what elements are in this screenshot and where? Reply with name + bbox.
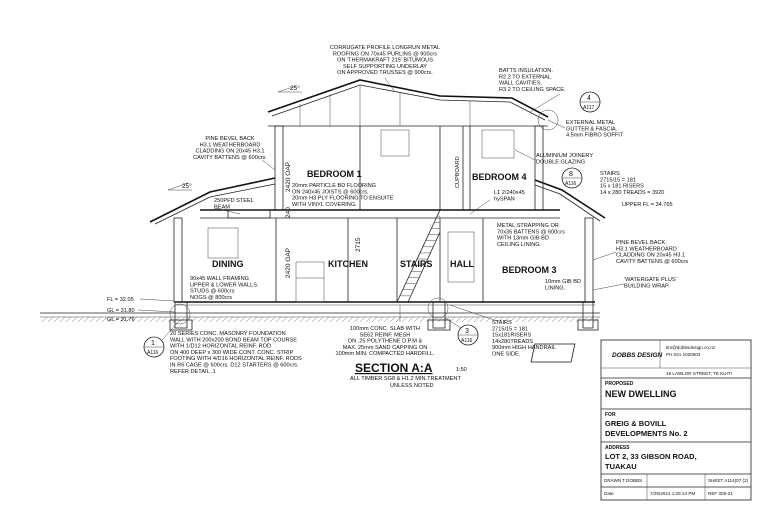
section-scale: 1:50 (456, 367, 467, 373)
note-gutter (566, 120, 624, 139)
note-line: CLADDING ON 20x45 H3.1 (616, 252, 686, 259)
note-line: EXTERNAL METAL (566, 120, 616, 126)
note-line: 70x35 BATTENS @ 600crs (497, 229, 565, 236)
note-line: UPPER & LOWER WALLS. (190, 282, 259, 289)
note-line: LINING. (545, 285, 566, 292)
tb-sheet: SHEET A114(07 (2) (708, 478, 749, 483)
room-stairs: STAIRS (400, 259, 433, 269)
note-foundation (170, 331, 302, 375)
note-line: 20mm H3 PLY FLOORING TO ENSUITE (292, 195, 394, 202)
note-line: WALL CAVITIES. (499, 80, 542, 87)
tb-date: 7/29/2021 1:26:14 PM (650, 491, 696, 496)
note-line: 14 x 280 TREADS = 3920 (600, 189, 665, 196)
note-line: 20mm PARTICLE BD FLOORING (292, 183, 377, 189)
note-line: 4.5mm FIBRO SOFFIT (566, 132, 624, 139)
note-line: H3.1 WEATHERBOARD (199, 142, 261, 149)
tb-drawn-label: DRAWN (604, 478, 622, 483)
tb-address-2: TUAKAU (605, 462, 637, 471)
note-line: REFER DETAIL .1 (170, 368, 216, 375)
note-line: MAX. 25mm SAND CAPPING ON (342, 344, 428, 351)
section-title: SECTION A:A (355, 361, 433, 375)
note-wrap (624, 277, 677, 289)
joist-dimension: 240 (285, 207, 292, 218)
note-line: 15 x 181 RISERS (600, 183, 644, 190)
room-bedroom-1: BEDROOM 1 (307, 169, 362, 179)
tb-address-1: LOT 2, 33 GIBSON ROAD, (605, 452, 697, 461)
note-line: L1 2/240x45 (494, 190, 525, 196)
note-roofing (330, 45, 440, 76)
section-marker-8 (562, 168, 582, 188)
note-line: hySPAN (494, 196, 515, 203)
marker-4-ref: A117 (583, 105, 595, 111)
note-line: FOOTING WITH 4/D16 HORIZONTAL REINF. RODS (170, 356, 302, 363)
marker-3-ref: A116 (461, 338, 473, 344)
upper-wall-dimension: 2420 OAP (285, 162, 292, 192)
marker-1-num: 1 (151, 340, 155, 347)
note-line: WITH 13mm GIB BD (497, 235, 549, 242)
note-line: ROOFING ON 70x45 PURLINS @ 900crs (332, 51, 438, 58)
note-line: ON 400 DEEP x 300 WIDE CONT. CONC. STRIP (170, 349, 294, 356)
room-dining: DINING (212, 259, 244, 269)
note-line: ALUMINIUM JOINERY (536, 153, 594, 159)
note-upper-fl: UPPER FL = 34.765 (622, 202, 673, 208)
cupboard-label: CUPBOARD (455, 156, 461, 188)
tb-proposed: NEW DWELLING (605, 389, 677, 399)
tb-client-2: DEVELOPMENTS No. 2 (605, 429, 688, 438)
lower-wall-dimension: 2420 OAP (285, 248, 292, 278)
note-line: ON .25 POLYTHENE D.P.M & (347, 338, 423, 345)
note-line: ONE SIDE. (492, 351, 521, 358)
note-line: WITH VINYL COVERING. (292, 201, 357, 208)
marker-8-ref: A116 (565, 181, 577, 187)
tb-drawn-by: T DOBBS (622, 478, 643, 483)
section-note-2: UNLESS NOTED (390, 383, 434, 389)
room-hall: HALL (450, 259, 474, 269)
level-gl1: GL = 31.80 (107, 308, 135, 314)
note-line: 250PFD STEEL (214, 198, 254, 204)
note-line: 100mm CONC. SLAB WITH (350, 326, 420, 332)
tb-ref: REF 005-21 (708, 491, 733, 496)
marker-1-ref: A116 (147, 350, 159, 356)
tb-date-label: Date (604, 491, 614, 496)
tb-address-label: ADDRESS (605, 445, 630, 451)
level-fl: FL = 32.05 (107, 297, 134, 303)
note-line: SE62 REINF. MESH (359, 332, 411, 339)
note-line: 90x45 WALL FRAMING (190, 276, 249, 282)
marker-8-num: 8 (569, 171, 573, 178)
note-line: NOGS @ 800crs (190, 294, 233, 301)
tb-email: tim@dobbsdesign.co.nz (666, 345, 716, 350)
note-line: 2715/15 = 181 (492, 326, 528, 333)
note-line: 900mm HIGH HANDRAIL (492, 345, 557, 352)
tb-proposed-label: PROPOSED (605, 381, 634, 387)
note-line: ON 'THERMAKRAFT 215' BITUMOUS (337, 57, 433, 64)
note-line: CLADDING ON 20x45 H3.1 (195, 148, 265, 155)
note-line: CAVITY BATTENS @ 600crs (616, 258, 689, 265)
marker-4-num: 4 (587, 95, 591, 102)
pitch-left-label: 25° (182, 183, 192, 190)
note-line: BEAM (214, 204, 230, 211)
note-line: GUTTER & FASCIA. (566, 126, 618, 133)
room-bedroom-3: BEDROOM 3 (502, 265, 557, 275)
logo-text: DOBBS DESIGN (612, 352, 663, 359)
note-line: STAIRS (492, 320, 512, 326)
tb-address-line: 18 LAWLOR STREET, TE KUITI (666, 371, 732, 376)
room-bedroom-4: BEDROOM 4 (472, 172, 527, 182)
note-line: CEILING LINING. (497, 241, 542, 248)
note-line: ON 240x45 JOISTS @ 600crs. (292, 189, 369, 196)
pitch-top-label: 25° (290, 85, 300, 92)
note-line: ON APPROVED TRUSSES @ 900crs. (337, 70, 433, 77)
note-line: PINE BEVEL BACK (205, 136, 255, 142)
section-note-1: ALL TIMBER SG8 & H1.2 MIN.TREATMENT (350, 376, 461, 382)
note-line: SELF SUPPORTING UNDERLAY (342, 63, 428, 70)
note-line: R2.2 TO EXTERNAL (499, 74, 552, 81)
note-line: CORRUGATE PROFILE LONGRUN METAL (329, 45, 441, 51)
note-line: R3.2 TO CEILING SPACE. (499, 86, 566, 93)
note-line: PINE BEVEL BACK (616, 240, 666, 246)
note-line: 15x181RISERS (492, 332, 532, 339)
note-line: CAVITY BATTENS @ 600crs. (193, 154, 267, 161)
note-line: STAIRS (600, 171, 620, 177)
note-line: BUILDING WRAP. (624, 283, 670, 290)
level-gl2: GL = 31.76 (107, 317, 135, 323)
stair-height-dimension: 2715 (355, 237, 362, 252)
note-line: 2715/15 = 181 (600, 177, 636, 184)
note-line: 'WATERGATE PLUS' (624, 277, 677, 283)
room-kitchen: KITCHEN (328, 259, 368, 269)
note-joinery (536, 153, 593, 165)
note-line: H3.1 WEATHERBOARD (616, 246, 677, 253)
marker-3-num: 3 (465, 328, 469, 335)
tb-phone: PH 021 1020504 (666, 352, 701, 357)
note-line: IN R6 CAGE @ 600crs. D12 STARTERS @ 600crs. (170, 362, 299, 369)
note-line: 10mm GIB BD (545, 279, 582, 285)
note-line: WALL WITH 200x200 BOND BEAM TOP COURSE (170, 337, 298, 344)
note-line: 14x280TREADS (492, 338, 534, 345)
note-line: WITH 1/D12 HORIZONTAL REINF. ROD (170, 343, 272, 350)
note-line: 20 SERIES CONC. MASONRY FOUNDATION (170, 331, 286, 337)
tb-for-label: FOR (605, 412, 616, 418)
tb-client-1: GREIG & BOVILL (605, 419, 667, 428)
note-line: STUDS @ 600crs (190, 288, 235, 295)
note-line: 100mm MIN. COMPACTED HARDFILL. (335, 351, 435, 358)
note-line: METAL STRAPPING OR (497, 223, 559, 229)
note-line: DOUBLE GLAZING (536, 159, 586, 166)
note-line: BATTS INSULATION. (499, 68, 553, 74)
